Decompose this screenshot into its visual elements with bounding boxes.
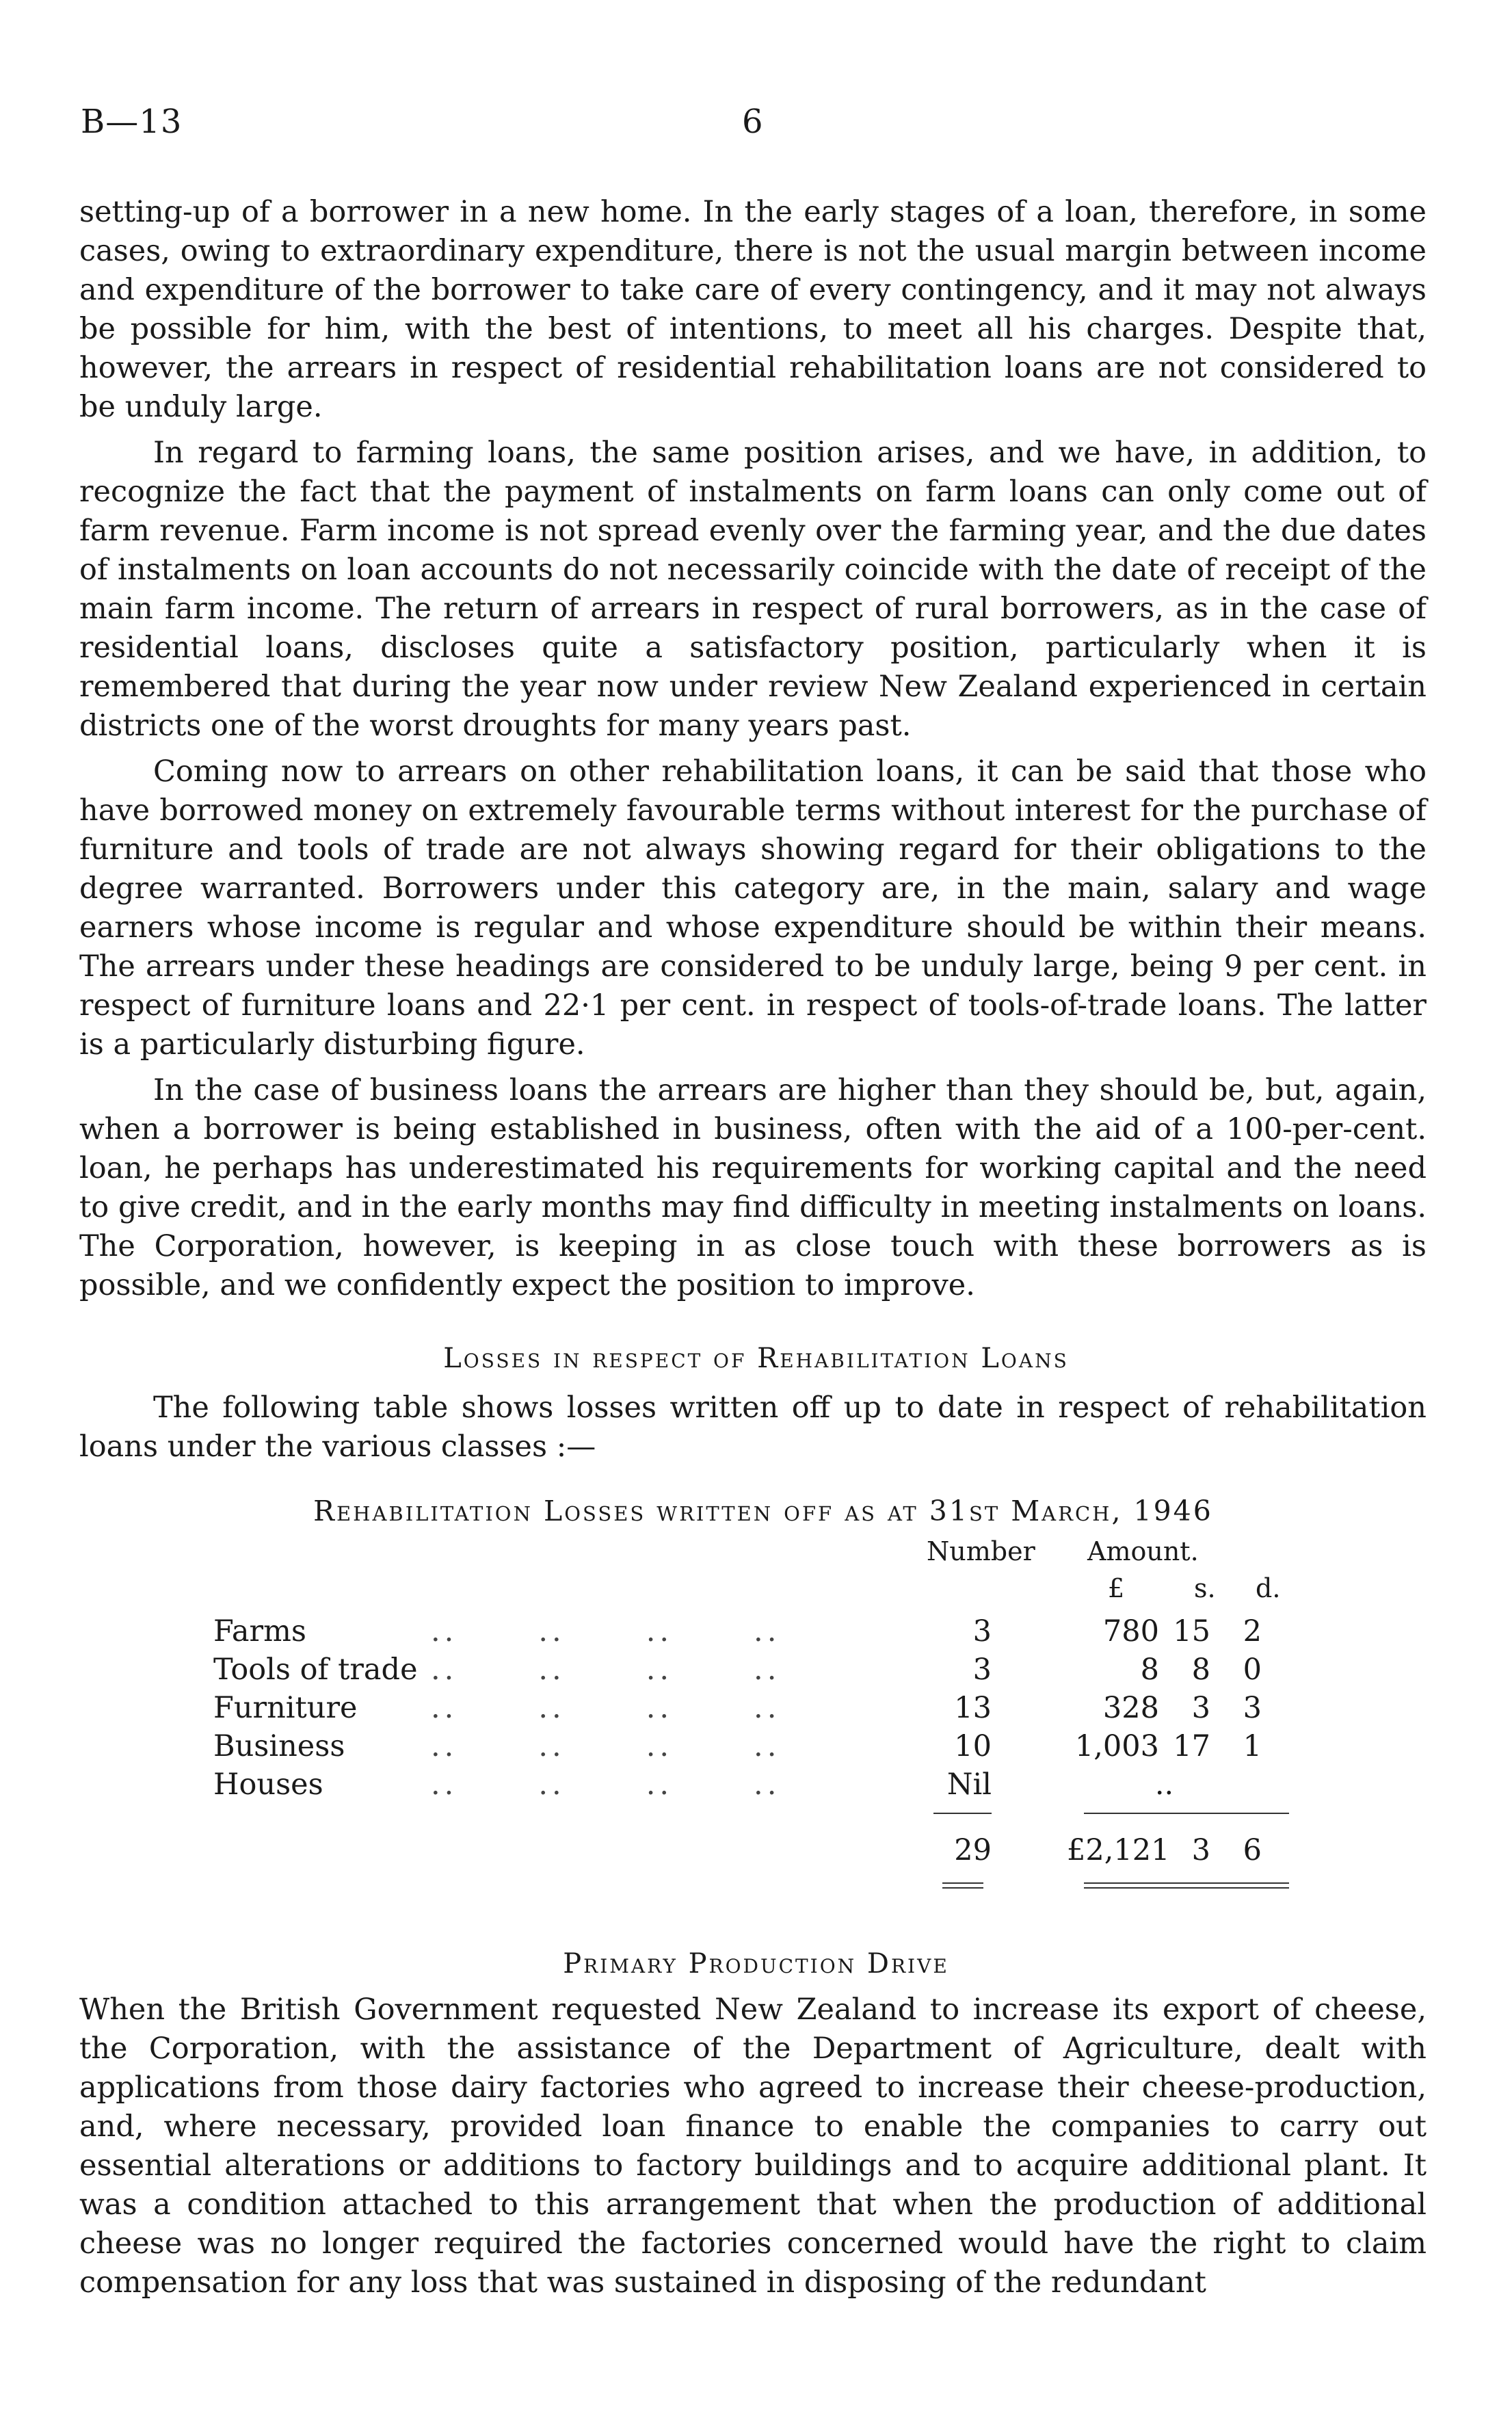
col-header-number: Number (927, 1536, 1035, 1566)
leader-dots: .. .. .. .. (431, 1614, 781, 1648)
row-pence: 1 (1243, 1729, 1262, 1763)
row-pence: 0 (1243, 1653, 1262, 1687)
report-reference: B—13 (81, 103, 183, 141)
total-pence: 6 (1243, 1833, 1262, 1867)
table-row (0, 1653, 1512, 1691)
losses-intro (79, 1389, 1427, 1467)
row-shillings: 17 (1173, 1729, 1210, 1763)
paragraph-residential-arrears: setting-up of a borrower in a new home. In the early stages of a loan, therefore, in some cases, owing to extraordinary expenditure, there is not the usual margin between income and expenditure of the borrower to take care of every contingency, and it may not always be possible for him, with the best of intentions, to meet all his charges. Despite that, however, the arrears in respect of residential rehabilitation loans are not considered to be unduly large. (79, 195, 1427, 424)
primary-production-heading: Primary Production Drive (563, 1948, 949, 1980)
table-row (0, 1729, 1512, 1767)
row-pence: 3 (1243, 1691, 1262, 1725)
unit-pounds: £ (1108, 1573, 1125, 1603)
unit-pence: d. (1256, 1573, 1281, 1603)
row-number: 13 (954, 1691, 992, 1725)
paragraph-other-loans: Coming now to arrears on other rehabilitation loans, it can be said that those who have borrowed money on extremely favourable terms without interest for the purchase of furniture and tools of trade are not always showing regard for their obligations to the degree warranted. Borrowers under this category are, in the main, salary and wage earners whose income is regular and whose expenditure should be within their means. The arrears under these headings are considered to be unduly large, being 9 per cent. in respect of furniture loans and 22·1 per cent. in respect of tools-of-trade loans. The latter is a particularly disturbing figure. (79, 754, 1427, 1062)
leader-dots: .. .. .. .. (431, 1729, 781, 1763)
table-row (0, 1691, 1512, 1729)
total-number: 29 (954, 1833, 992, 1867)
leader-dots: .. .. .. .. (431, 1653, 781, 1687)
subtotal-rule-amount (1084, 1813, 1289, 1814)
subtotal-rule-number (933, 1813, 992, 1814)
total-double-rule-amount (1084, 1882, 1289, 1889)
leader-dots: .. .. .. .. (431, 1767, 781, 1802)
leader-dots: .. .. .. .. (431, 1691, 781, 1725)
losses-heading: Losses in respect of Rehabilitation Loans (443, 1343, 1069, 1374)
paragraph-farming-loans: In regard to farming loans, the same position arises, and we have, in addition, to recognize the fact that the payment of instalments on farm loans can only come out of farm revenue. Farm income is not spread evenly over the farming year, and the due dates of instalments on loan accounts do not necessarily coincide with the date of receipt of the main farm income. The return of arrears in respect of rural borrowers, as in the case of residential loans, discloses quite a satisfactory position, particularly when it is remembered that during the year now under review New Zealand experienced in certain districts one of the worst droughts for many years past. (79, 436, 1427, 743)
losses-intro-text: The following table shows losses written off up to date in respect of rehabilitation loans under the various classes :— (79, 1391, 1427, 1464)
total-double-rule-number (942, 1882, 983, 1889)
paragraph-primary-production: When the British Government requested New Zealand to increase its export of cheese, the Corporation, with the assistance of the Department of Agriculture, dealt with applications from those dairy factories who agreed to increase their cheese-production, and, where necessary, provided loan finance to enable the companies to carry out essential alterations or additions to factory buildings and to acquire additional plant. It was a condition attached to this arrangement that when the production of additional cheese was no longer required the factories concerned would have the right to claim compensation for any loss that was sustained in disposing of the redundant (79, 1993, 1427, 2300)
table-row (0, 1614, 1512, 1653)
row-shillings: 8 (1191, 1653, 1210, 1687)
total-row (0, 1833, 1512, 1871)
row-label: Farms (213, 1614, 306, 1648)
row-number: 10 (954, 1729, 992, 1763)
row-pence: 2 (1243, 1614, 1262, 1648)
row-number: Nil (946, 1767, 992, 1802)
paragraph-business-loans: In the case of business loans the arrears are higher than they should be, but, again, when a borrower is being established in business, often with the aid of a 100-per-cent. loan, he perhaps has underestimated his requirements for working capital and the need to give credit, and in the early months may find difficulty in meeting instalments on loans. The Corporation, however, is keeping in as close touch with these borrowers as is possible, and we confidently expect the position to improve. (79, 1073, 1427, 1302)
row-label: Tools of trade (213, 1653, 418, 1687)
row-label: Houses (213, 1767, 323, 1802)
row-shillings: 3 (1191, 1691, 1210, 1725)
total-shillings: 3 (1191, 1833, 1210, 1867)
row-label: Business (213, 1729, 345, 1763)
row-number: 3 (972, 1653, 992, 1687)
row-pounds: 328 (1102, 1691, 1159, 1725)
row-shillings: 15 (1173, 1614, 1210, 1648)
col-header-amount: Amount. (1087, 1536, 1199, 1566)
row-label: Furniture (213, 1691, 358, 1725)
row-pounds: 1,003 (1074, 1729, 1159, 1763)
row-pounds: .. (1154, 1767, 1174, 1802)
row-number: 3 (972, 1614, 992, 1648)
body-paragraphs (79, 193, 1427, 1305)
row-pounds: 780 (1102, 1614, 1159, 1648)
primary-production-body (79, 1990, 1427, 2302)
total-pounds: £2,121 (1067, 1833, 1170, 1867)
losses-table-title: Rehabilitation Losses written off as at 31st March, 1946 (313, 1495, 1213, 1527)
page-number: 6 (742, 103, 763, 141)
table-row (0, 1767, 1512, 1806)
unit-shillings: s. (1194, 1573, 1216, 1603)
row-pounds: 8 (1140, 1653, 1159, 1687)
